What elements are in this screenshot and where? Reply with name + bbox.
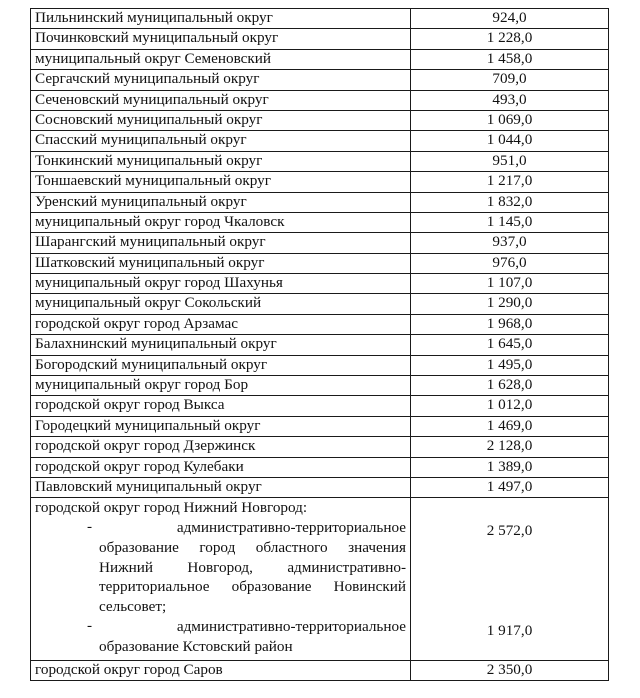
table-row xyxy=(31,335,609,355)
table-row xyxy=(31,70,609,90)
nizhny-section xyxy=(31,498,609,681)
table-row xyxy=(31,274,609,294)
table-row xyxy=(31,376,609,396)
nizhny-name-cell xyxy=(31,498,411,660)
subitem-rest: образование город областного значения Нижний Новгород, административно-территориальное образование Новинский сельсовет; xyxy=(99,538,406,615)
table-row xyxy=(31,90,609,110)
name-cell: муниципальный округ город Чкаловск xyxy=(31,212,411,232)
subitem-first-line: административно-территориальное xyxy=(176,618,406,636)
value-cell: 1 145,0 xyxy=(411,212,609,232)
value-cell: 1 495,0 xyxy=(411,355,609,375)
table-row xyxy=(31,29,609,49)
nizhny-title: городской округ город Нижний Новгород: xyxy=(35,499,308,517)
nizhny-value-cell xyxy=(411,498,609,660)
name-cell: Уренский муниципальный округ xyxy=(31,192,411,212)
value-cell: 1 628,0 xyxy=(411,376,609,396)
value-cell: 493,0 xyxy=(411,90,609,110)
value-cell: 1 645,0 xyxy=(411,335,609,355)
name-cell: муниципальный округ Семеновский xyxy=(31,49,411,69)
document-page xyxy=(30,8,608,681)
name-cell: муниципальный округ город Шахунья xyxy=(31,274,411,294)
name-cell: городской округ город Выкса xyxy=(31,396,411,416)
value-cell: 1 107,0 xyxy=(411,274,609,294)
name-cell: Сосновский муниципальный округ xyxy=(31,110,411,130)
name-cell: Сеченовский муниципальный округ xyxy=(31,90,411,110)
table-row xyxy=(31,314,609,334)
value-cell: 951,0 xyxy=(411,151,609,171)
value-cell: 1 389,0 xyxy=(411,457,609,477)
value-text: 1 917,0 xyxy=(486,622,533,640)
name-cell: Тонкинский муниципальный округ xyxy=(31,151,411,171)
list-dash: - xyxy=(87,518,93,536)
name-cell: Шарангский муниципальный округ xyxy=(31,233,411,253)
name-cell: Городецкий муниципальный округ xyxy=(31,416,411,436)
name-cell: Спасский муниципальный округ xyxy=(31,131,411,151)
value-cell: 1 044,0 xyxy=(411,131,609,151)
allocation-table xyxy=(30,8,609,681)
name-cell: Починковский муниципальный округ xyxy=(31,29,411,49)
value-text: 2 572,0 xyxy=(486,522,533,540)
name-cell: Тоншаевский муниципальный округ xyxy=(31,172,411,192)
name-cell: городской округ город Арзамас xyxy=(31,314,411,334)
table-row xyxy=(31,294,609,314)
table-row xyxy=(31,9,609,29)
table-row xyxy=(31,498,609,660)
name-cell: Сергачский муниципальный округ xyxy=(31,70,411,90)
table-row xyxy=(31,355,609,375)
name-cell: Балахнинский муниципальный округ xyxy=(31,335,411,355)
subitem-text xyxy=(99,617,406,656)
table-row xyxy=(31,131,609,151)
table-row xyxy=(31,212,609,232)
value-cell: 2 128,0 xyxy=(411,437,609,457)
table-row xyxy=(31,437,609,457)
table-row xyxy=(31,416,609,436)
value-cell: 1 497,0 xyxy=(411,477,609,497)
table-row xyxy=(31,172,609,192)
value-cell: 2 350,0 xyxy=(411,660,609,680)
name-cell: городской округ город Кулебаки xyxy=(31,457,411,477)
table-row xyxy=(31,253,609,273)
table-row xyxy=(31,477,609,497)
value-cell: 1 228,0 xyxy=(411,29,609,49)
name-cell: муниципальный округ город Бор xyxy=(31,376,411,396)
value-cell: 1 069,0 xyxy=(411,110,609,130)
value-cell: 1 832,0 xyxy=(411,192,609,212)
name-cell: Павловский муниципальный округ xyxy=(31,477,411,497)
subitem-text xyxy=(99,518,406,616)
list-dash: - xyxy=(87,617,93,635)
nizhny-subitem xyxy=(35,617,406,656)
name-cell: Пильнинский муниципальный округ xyxy=(31,9,411,29)
table-row xyxy=(31,457,609,477)
table-row xyxy=(31,49,609,69)
value-cell: 1 458,0 xyxy=(411,49,609,69)
table-row xyxy=(31,151,609,171)
table-body xyxy=(31,9,609,498)
value-cell: 1 968,0 xyxy=(411,314,609,334)
value-cell: 709,0 xyxy=(411,70,609,90)
subitem-rest: образование Кстовский район xyxy=(99,637,293,655)
nizhny-subitem xyxy=(35,518,406,616)
table-row xyxy=(31,110,609,130)
name-cell: муниципальный округ Сокольский xyxy=(31,294,411,314)
name-cell: городской округ город Дзержинск xyxy=(31,437,411,457)
value-cell: 1 469,0 xyxy=(411,416,609,436)
value-cell: 1 217,0 xyxy=(411,172,609,192)
value-cell: 1 290,0 xyxy=(411,294,609,314)
table-row xyxy=(31,233,609,253)
subitem-first-line: административно-территориальное xyxy=(176,519,406,537)
table-row xyxy=(31,396,609,416)
table-row xyxy=(31,660,609,680)
value-cell: 1 012,0 xyxy=(411,396,609,416)
name-cell: Шатковский муниципальный округ xyxy=(31,253,411,273)
value-cell: 937,0 xyxy=(411,233,609,253)
name-cell: городской округ город Саров xyxy=(31,660,411,680)
table-row xyxy=(31,192,609,212)
value-cell: 924,0 xyxy=(411,9,609,29)
name-cell: Богородский муниципальный округ xyxy=(31,355,411,375)
value-cell: 976,0 xyxy=(411,253,609,273)
